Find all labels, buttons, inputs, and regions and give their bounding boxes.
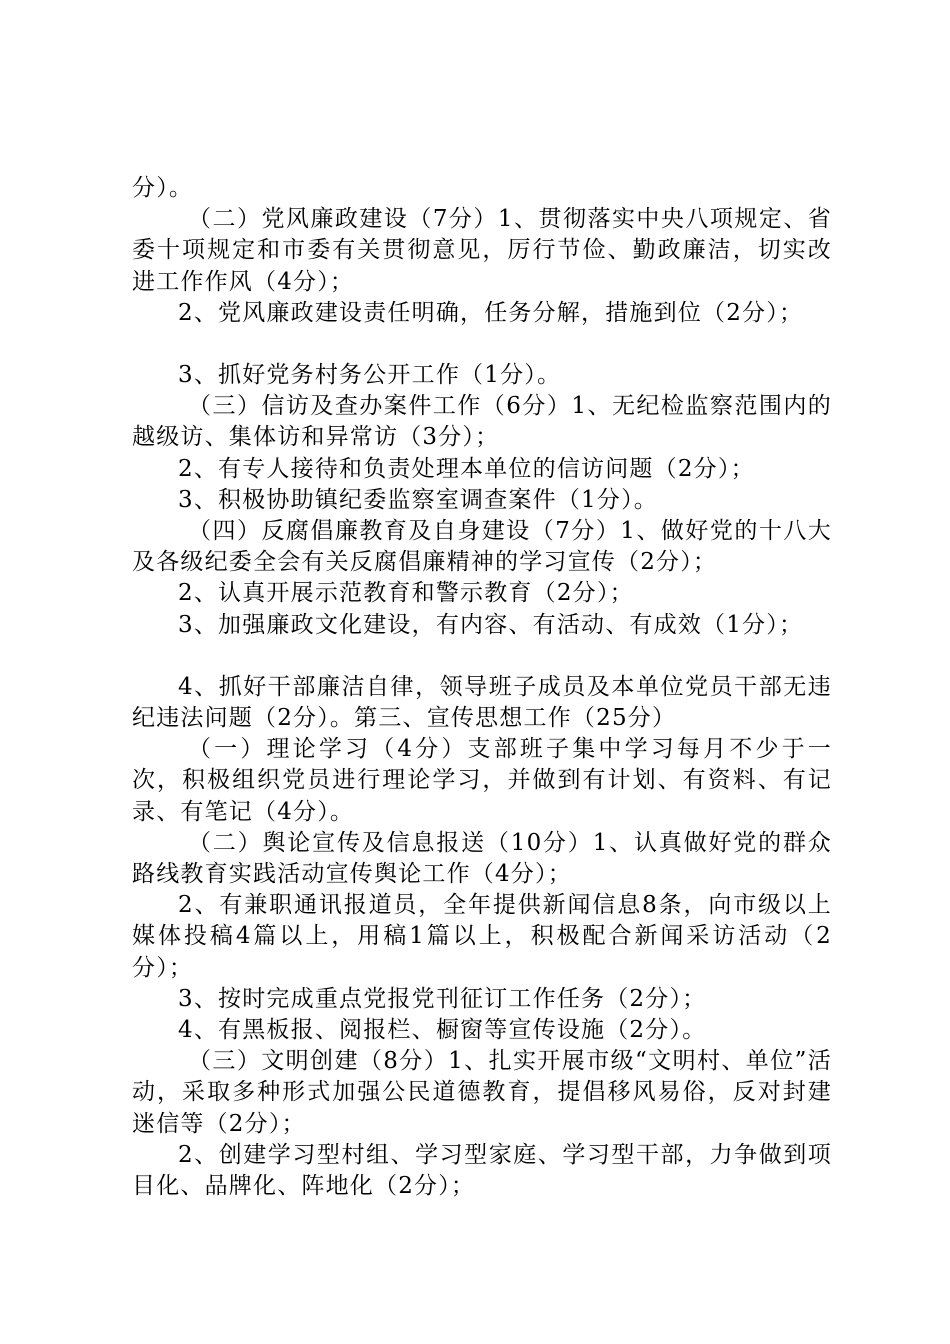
- paragraph: （二）舆论宣传及信息报送（10分）1、认真做好党的群众路线教育实践活动宣传舆论工作（4分）；: [132, 829, 832, 888]
- paragraph: 2、有兼职通讯报道员，全年提供新闻信息8条，向市级以上媒体投稿4篇以上，用稿1篇以上，积极配合新闻采访活动（2分）；: [132, 892, 832, 981]
- paragraph: 2、党风廉政建设责任明确，任务分解，措施到位（2分）；: [178, 299, 804, 326]
- paragraph: 3、积极协助镇纪委监察室调查案件（1分）。: [178, 486, 658, 513]
- paragraph: 3、加强廉政文化建设，有内容、有活动、有成效（1分）；: [178, 611, 804, 638]
- paragraph: 3、按时完成重点党报党刊征订工作任务（2分）；: [178, 985, 707, 1012]
- paragraph: （二）党风廉政建设（7分）1、贯彻落实中央八项规定、省委十项规定和市委有关贯彻意见，厉行节俭、勤政廉洁，切实改进工作作风（4分）；: [132, 206, 832, 295]
- paragraph: 2、有专人接待和负责处理本单位的信访问题（2分）；: [178, 455, 755, 482]
- paragraph: 4、抓好干部廉洁自律，领导班子成员及本单位党员干部无违纪违法问题（2分）。第三、宣传思想工作（25分）: [132, 673, 832, 732]
- paragraph: 4、有黑板报、阅报栏、橱窗等宣传设施（2分）。: [178, 1017, 707, 1044]
- paragraph: 3、抓好党务村务公开工作（1分）。: [178, 362, 562, 389]
- paragraph: （一）理论学习（4分）支部班子集中学习每月不少于一次，积极组织党员进行理论学习，并做到有计划、有资料、有记录、有笔记（4分）。: [132, 736, 832, 825]
- paragraph: 分）。: [132, 175, 194, 201]
- document-body: [132, 173, 832, 1202]
- paragraph: 2、认真开展示范教育和警示教育（2分）；: [178, 580, 634, 607]
- paragraph: （四）反腐倡廉教育及自身建设（7分）1、做好党的十八大及各级纪委全会有关反腐倡廉精神的学习宣传（2分）；: [132, 518, 832, 576]
- paragraph: （三）文明创建（8分）1、扎实开展市级“文明村、单位”活动，采取多种形式加强公民道德教育，提倡移风易俗，反对封建迷信等（2分）；: [132, 1048, 832, 1137]
- paragraph: （三）信访及查办案件工作（6分）1、无纪检监察范围内的越级访、集体访和异常访（3分）；: [132, 393, 832, 451]
- paragraph: 2、创建学习型村组、学习型家庭、学习型干部，力争做到项目化、品牌化、阵地化（2分）；: [132, 1141, 832, 1200]
